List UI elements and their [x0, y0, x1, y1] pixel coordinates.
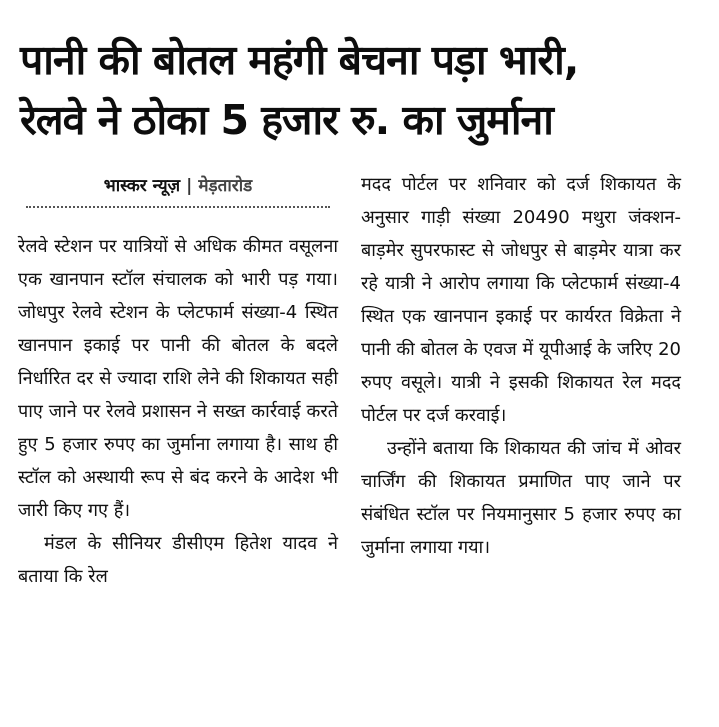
- byline-divider: [26, 206, 330, 208]
- paragraph: मंडल के सीनियर डीसीएम हितेश यादव ने बताया कि रेल: [18, 533, 338, 587]
- paragraph: रेलवे स्टेशन पर यात्रियों से अधिक कीमत वसूलना एक खानपान स्टॉल संचालक को भारी पड़ गया। जोधपुर रेलवे स्टेशन के प्लेटफार्म संख्या-4 स्थित खानपान इकाई पर पानी की बोतल के बदले निर्धारित दर से ज्यादा राशि लेने की शिकायत सही पाए जाने पर रेलवे प्रशासन ने सख्त कार्रवाई करते हुए 5 हजार रुपए का जुर्माना लगाया है। साथ ही स्टॉल को अस्थायी रूप से बंद करने के आदेश भी जारी किए गए हैं।: [18, 236, 338, 521]
- column-right: [361, 168, 681, 564]
- byline-location: मेड़तारोड: [198, 176, 253, 196]
- headline-line-2: रेलवे ने ठोका 5 हजार रु. का जुर्माना: [20, 96, 553, 144]
- article-body: [18, 168, 708, 723]
- column-left: [18, 168, 338, 593]
- paragraph: मदद पोर्टल पर शनिवार को दर्ज शिकायत के अनुसार गाड़ी संख्या 20490 मथुरा जंक्शन-बाड़मेर सुपरफास्ट से जोधपुर से बाड़मेर यात्रा कर रहे यात्री ने आरोप लगाया कि प्लेटफार्म संख्या-4 स्थित एक खानपान इकाई पर कार्यरत विक्रेता ने पानी की बोतल के एवज में यूपीआई के जरिए 20 रुपए वसूले। यात्री ने इसकी शिकायत रेल मदद पोर्टल पर दर्ज करवाई।: [361, 174, 681, 426]
- headline: [20, 30, 705, 150]
- byline-separator: |: [186, 176, 193, 196]
- byline-source: भास्कर न्यूज़: [103, 176, 181, 196]
- byline: [18, 172, 338, 200]
- paragraph: उन्होंने बताया कि शिकायत की जांच में ओवर चार्जिंग की शिकायत प्रमाणित पाए जाने पर संबंधित स्टॉल पर नियमानुसार 5 हजार रुपए का जुर्माना लगाया गया।: [361, 438, 681, 558]
- headline-line-1: पानी की बोतल महंगी बेचना पड़ा भारी,: [20, 36, 579, 84]
